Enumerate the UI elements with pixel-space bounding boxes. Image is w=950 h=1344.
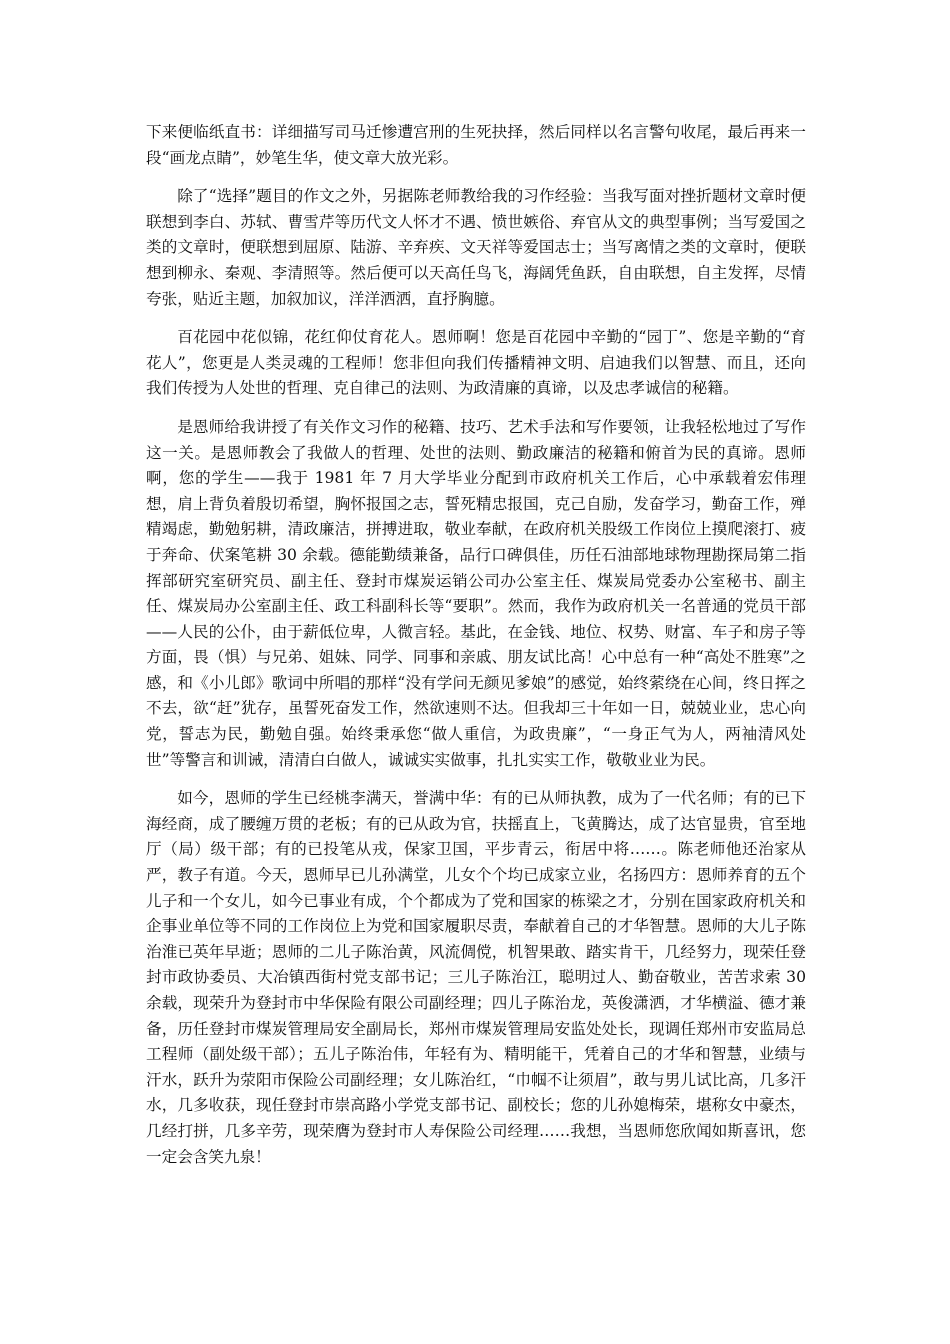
paragraph-spacer [146,312,806,325]
paragraph-spacer [146,402,806,415]
paragraph-continuation: 下来便临纸直书：详细描写司马迁惨遭宫刑的生死抉择，然后同样以名言警句收尾，最后再来一段“画龙点睛”，妙笔生华，使文章大放光彩。 [146,123,806,167]
paragraph-gardener-tribute: 百花园中花似锦，花红仰仗育花人。恩师啊！您是百花园中辛勤的“园丁”、您是辛勤的“育花人”，您更是人类灵魂的工程师！您非但向我们传播精神文明、启迪我们以智慧、而且，还向我们传授为人处世的哲理、克自律己的法则、为政清廉的真谛，以及忠孝诚信的秘籍。 [146,328,806,398]
paragraph-spacer [146,171,806,184]
paragraph-students-and-family: 如今，恩师的学生已经桃李满天，誉满中华：有的已从师执教，成为了一代名师；有的已下海经商，成了腰缠万贯的老板；有的已从政为官，扶摇直上，飞黄腾达，成了达官显贵，官至地厅（局）级干部；有的已投笔从戎，保家卫国，平步青云，衔居中将……。陈老师他还治家从严，教子有道。今天，恩师早已儿孙满堂，儿女个个均已成家立业，名扬四方：恩师养育的五个儿子和一个女儿，如今已事业有成，个个都成为了党和国家的栋梁之才，分别在国家政府机关和企事业单位等不同的工作岗位上为党和国家履职尽责，奉献着自己的才华智慧。恩师的大儿子陈治淮已英年早逝；恩师的二儿子陈治黄，风流倜傥，机智果敢、踏实肯干，几经努力，现荣任登封市政协委员、大冶镇西街村党支部书记；三儿子陈治江，聪明过人、勤奋敬业，苦苦求索 30 余载，现荣升为登封市中华保险有限公司副经理；四儿子陈治龙，英俊潇洒，才华横溢、德才兼备，历任登封市煤炭管理局安全副局长，郑州市煤炭管理局安监处处长，现调任郑州市安监局总工程师（副处级干部）；五儿子陈治伟，年轻有为、精明能干，凭着自己的才华和智慧，业绩与汗水，跃升为荥阳市保险公司副经理；女儿陈治红，“巾帼不让须眉”，敢与男儿试比高，几多汗水，几多收获，现任登封市崇高路小学党支部书记、副校长；您的儿孙媳梅荣，堪称女中豪杰，几经打拼，几多辛劳，现荣膺为登封市人寿保险公司经理……我想，当恩师您欣闻如斯喜讯，您一定会含笑九泉！ [146,789,806,1166]
paragraph-career-reflection: 是恩师给我讲授了有关作文习作的秘籍、技巧、艺术手法和写作要领，让我轻松地过了写作这一关。是恩师教会了我做人的哲理、处世的法则、勤政廉洁的秘籍和俯首为民的真谛。恩师啊，您的学生——我于 1981 年 7 月大学毕业分配到市政府机关工作后，心中承载着宏伟理想，肩上背负着殷切希望，胸怀报国之志，誓死精忠报国，克己自励，发奋学习，勤奋工作，殚精竭虑，勤勉躬耕，清政廉洁，拼搏进取，敬业奉献，在政府机关股级工作岗位上摸爬滚打、疲于奔命、伏案笔耕 30 余载。德能勤绩兼备，品行口碑俱佳，历任石油部地球物理勘探局第二指挥部研究室研究员、副主任、登封市煤炭运销公司办公室主任、煤炭局党委办公室秘书、副主任、煤炭局办公室副主任、政工科副科长等“要职”。然而，我作为政府机关一名普通的党员干部——人民的公仆，由于薪低位卑，人微言轻。基此，在金钱、地位、权势、财富、车子和房子等方面，畏（惧）与兄弟、姐妹、同学、同事和亲戚、朋友试比高！心中总有一种“高处不胜寒”之感，和《小儿郎》歌词中所唱的那样“没有学问无颜见爹娘”的感觉，始终萦绕在心间，终日挥之不去，欲“赶”犹存，虽誓死奋发工作，然欲速则不达。但我却三十年如一日，兢兢业业，忠心向党，誓志为民，勤勉自强。始终秉承您“做人重信，为政贵廉”，“一身正气为人，两袖清风处世”等警言和训诫，清清白白做人，诚诚实实做事，扎扎实实工作，敬敬业业为民。 [146,417,806,769]
paragraph-spacer [146,773,806,786]
document-page [146,120,806,1170]
paragraph-writing-experience: 除了“选择”题目的作文之外，另据陈老师教给我的习作经验：当我写面对挫折题材文章时便联想到李白、苏轼、曹雪芹等历代文人怀才不遇、愤世嫉俗、弃官从文的典型事例；当写爱国之类的文章时，便联想到屈原、陆游、辛弃疾、文天祥等爱国志士；当写离情之类的文章时，便联想到柳永、秦观、李清照等。然后便可以天高任鸟飞，海阔凭鱼跃，自由联想，自主发挥，尽情夸张，贴近主题，加叙加议，洋洋洒洒，直抒胸臆。 [146,187,806,308]
